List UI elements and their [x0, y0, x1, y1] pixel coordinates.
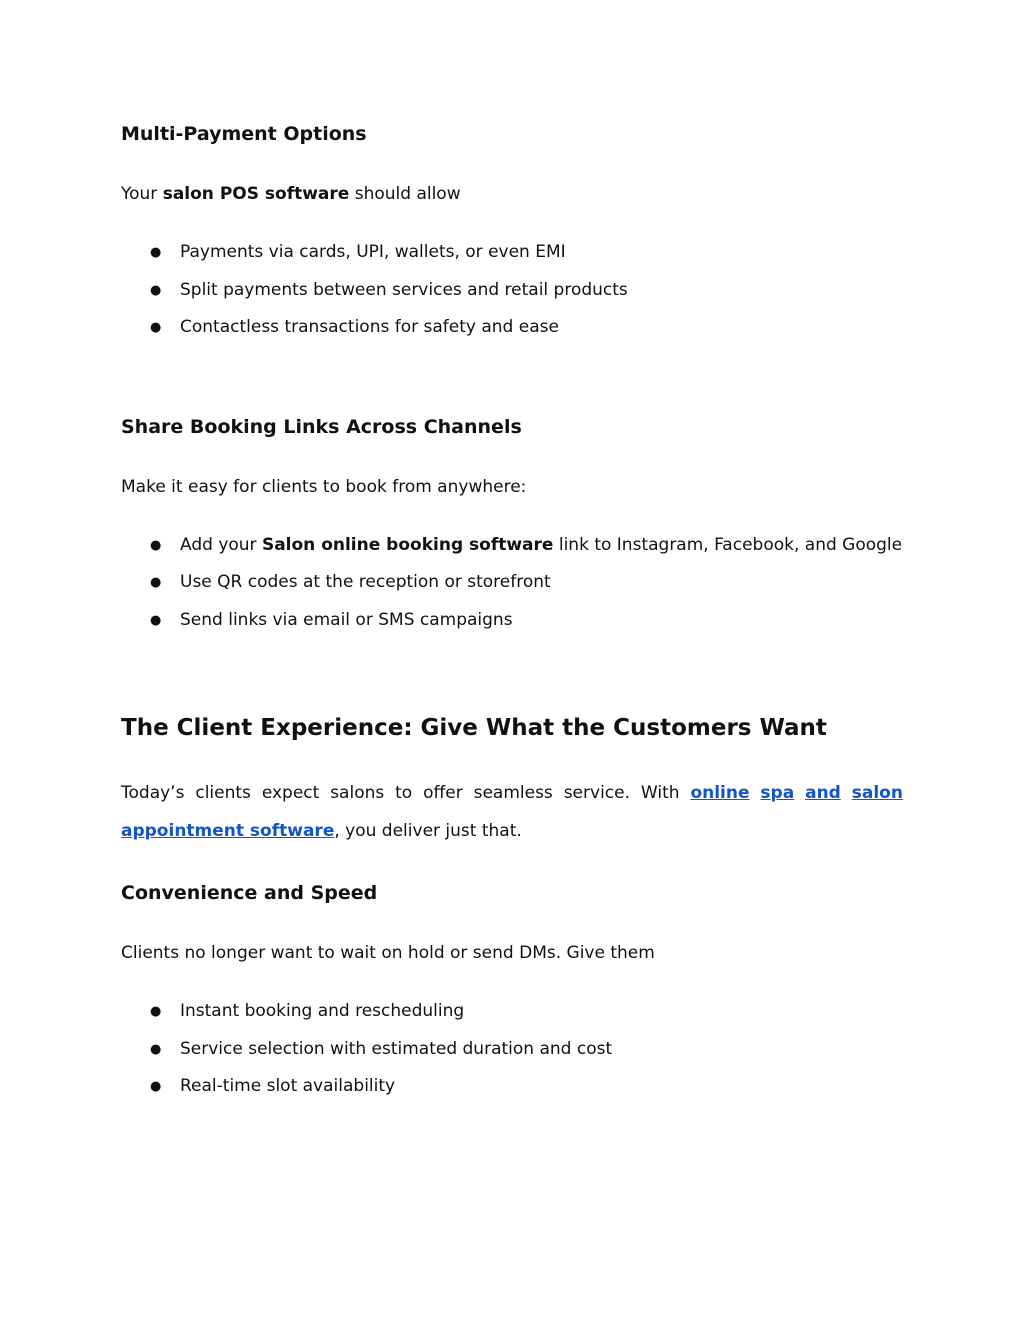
word: Today’s — [121, 783, 185, 803]
word: service. — [563, 783, 631, 803]
bullet-icon: ● — [150, 320, 162, 335]
list-item-text: Send links via email or SMS campaigns — [180, 610, 513, 630]
multi-payment-intro — [121, 182, 461, 206]
bullet-icon: ● — [150, 283, 162, 298]
list-item — [150, 315, 559, 340]
list-item — [150, 999, 464, 1024]
word: seamless — [473, 783, 553, 803]
word: to — [395, 783, 413, 803]
list-item-suffix: link to Instagram, Facebook, and Google — [553, 535, 903, 555]
bullet-icon: ● — [150, 575, 162, 590]
list-item — [150, 1074, 395, 1099]
word: offer — [423, 783, 463, 803]
bullet-icon: ● — [150, 1042, 162, 1057]
list-item-text: Real-time slot availability — [180, 1076, 396, 1096]
paragraph-suffix: , you deliver just that. — [334, 821, 522, 841]
share-links-intro: Make it easy for clients to book from anywhere: — [121, 477, 527, 497]
bullet-icon: ● — [150, 613, 162, 628]
appointment-software-link-word[interactable]: and — [805, 783, 841, 803]
list-item-bold-term: Salon online booking software — [261, 535, 554, 555]
list-item-text: Instant booking and rescheduling — [180, 1001, 465, 1021]
client-experience-paragraph-line1 — [121, 781, 903, 805]
appointment-software-link[interactable]: appointment software — [121, 821, 335, 841]
list-item-text: Payments via cards, UPI, wallets, or even EMI — [180, 242, 566, 262]
section-heading-convenience: Convenience and Speed — [121, 882, 378, 904]
appointment-software-link-word[interactable]: salon — [851, 783, 903, 803]
list-item — [150, 278, 628, 303]
bullet-icon: ● — [150, 1004, 162, 1019]
intro-prefix: Your — [121, 184, 163, 204]
word: clients — [195, 783, 251, 803]
list-item — [150, 240, 566, 265]
word: With — [640, 783, 680, 803]
list-item — [150, 570, 551, 595]
appointment-software-link-word[interactable]: spa — [760, 783, 795, 803]
bullet-icon: ● — [150, 538, 162, 553]
list-item-text: Service selection with estimated duration and cost — [180, 1039, 613, 1059]
client-experience-paragraph-line2 — [121, 819, 522, 843]
list-item-prefix: Add your — [180, 535, 262, 555]
bullet-icon: ● — [150, 1079, 162, 1094]
bullet-icon: ● — [150, 245, 162, 260]
word: salons — [330, 783, 385, 803]
list-item — [150, 533, 902, 558]
list-item — [150, 1037, 612, 1062]
list-item-text: Contactless transactions for safety and ease — [180, 317, 559, 337]
section-heading-client-experience: The Client Experience: Give What the Customers Want — [121, 715, 827, 741]
intro-suffix: should allow — [349, 184, 461, 204]
word: expect — [261, 783, 320, 803]
list-item — [150, 608, 513, 633]
intro-bold-term: salon POS software — [162, 184, 350, 204]
appointment-software-link-word[interactable]: online — [690, 783, 750, 803]
convenience-intro: Clients no longer want to wait on hold or send DMs. Give them — [121, 943, 655, 963]
section-heading-multi-payment: Multi-Payment Options — [121, 123, 367, 145]
list-item-text: Use QR codes at the reception or storefront — [180, 572, 551, 592]
section-heading-share-links: Share Booking Links Across Channels — [121, 416, 522, 438]
list-item-text: Split payments between services and retail products — [180, 280, 628, 300]
